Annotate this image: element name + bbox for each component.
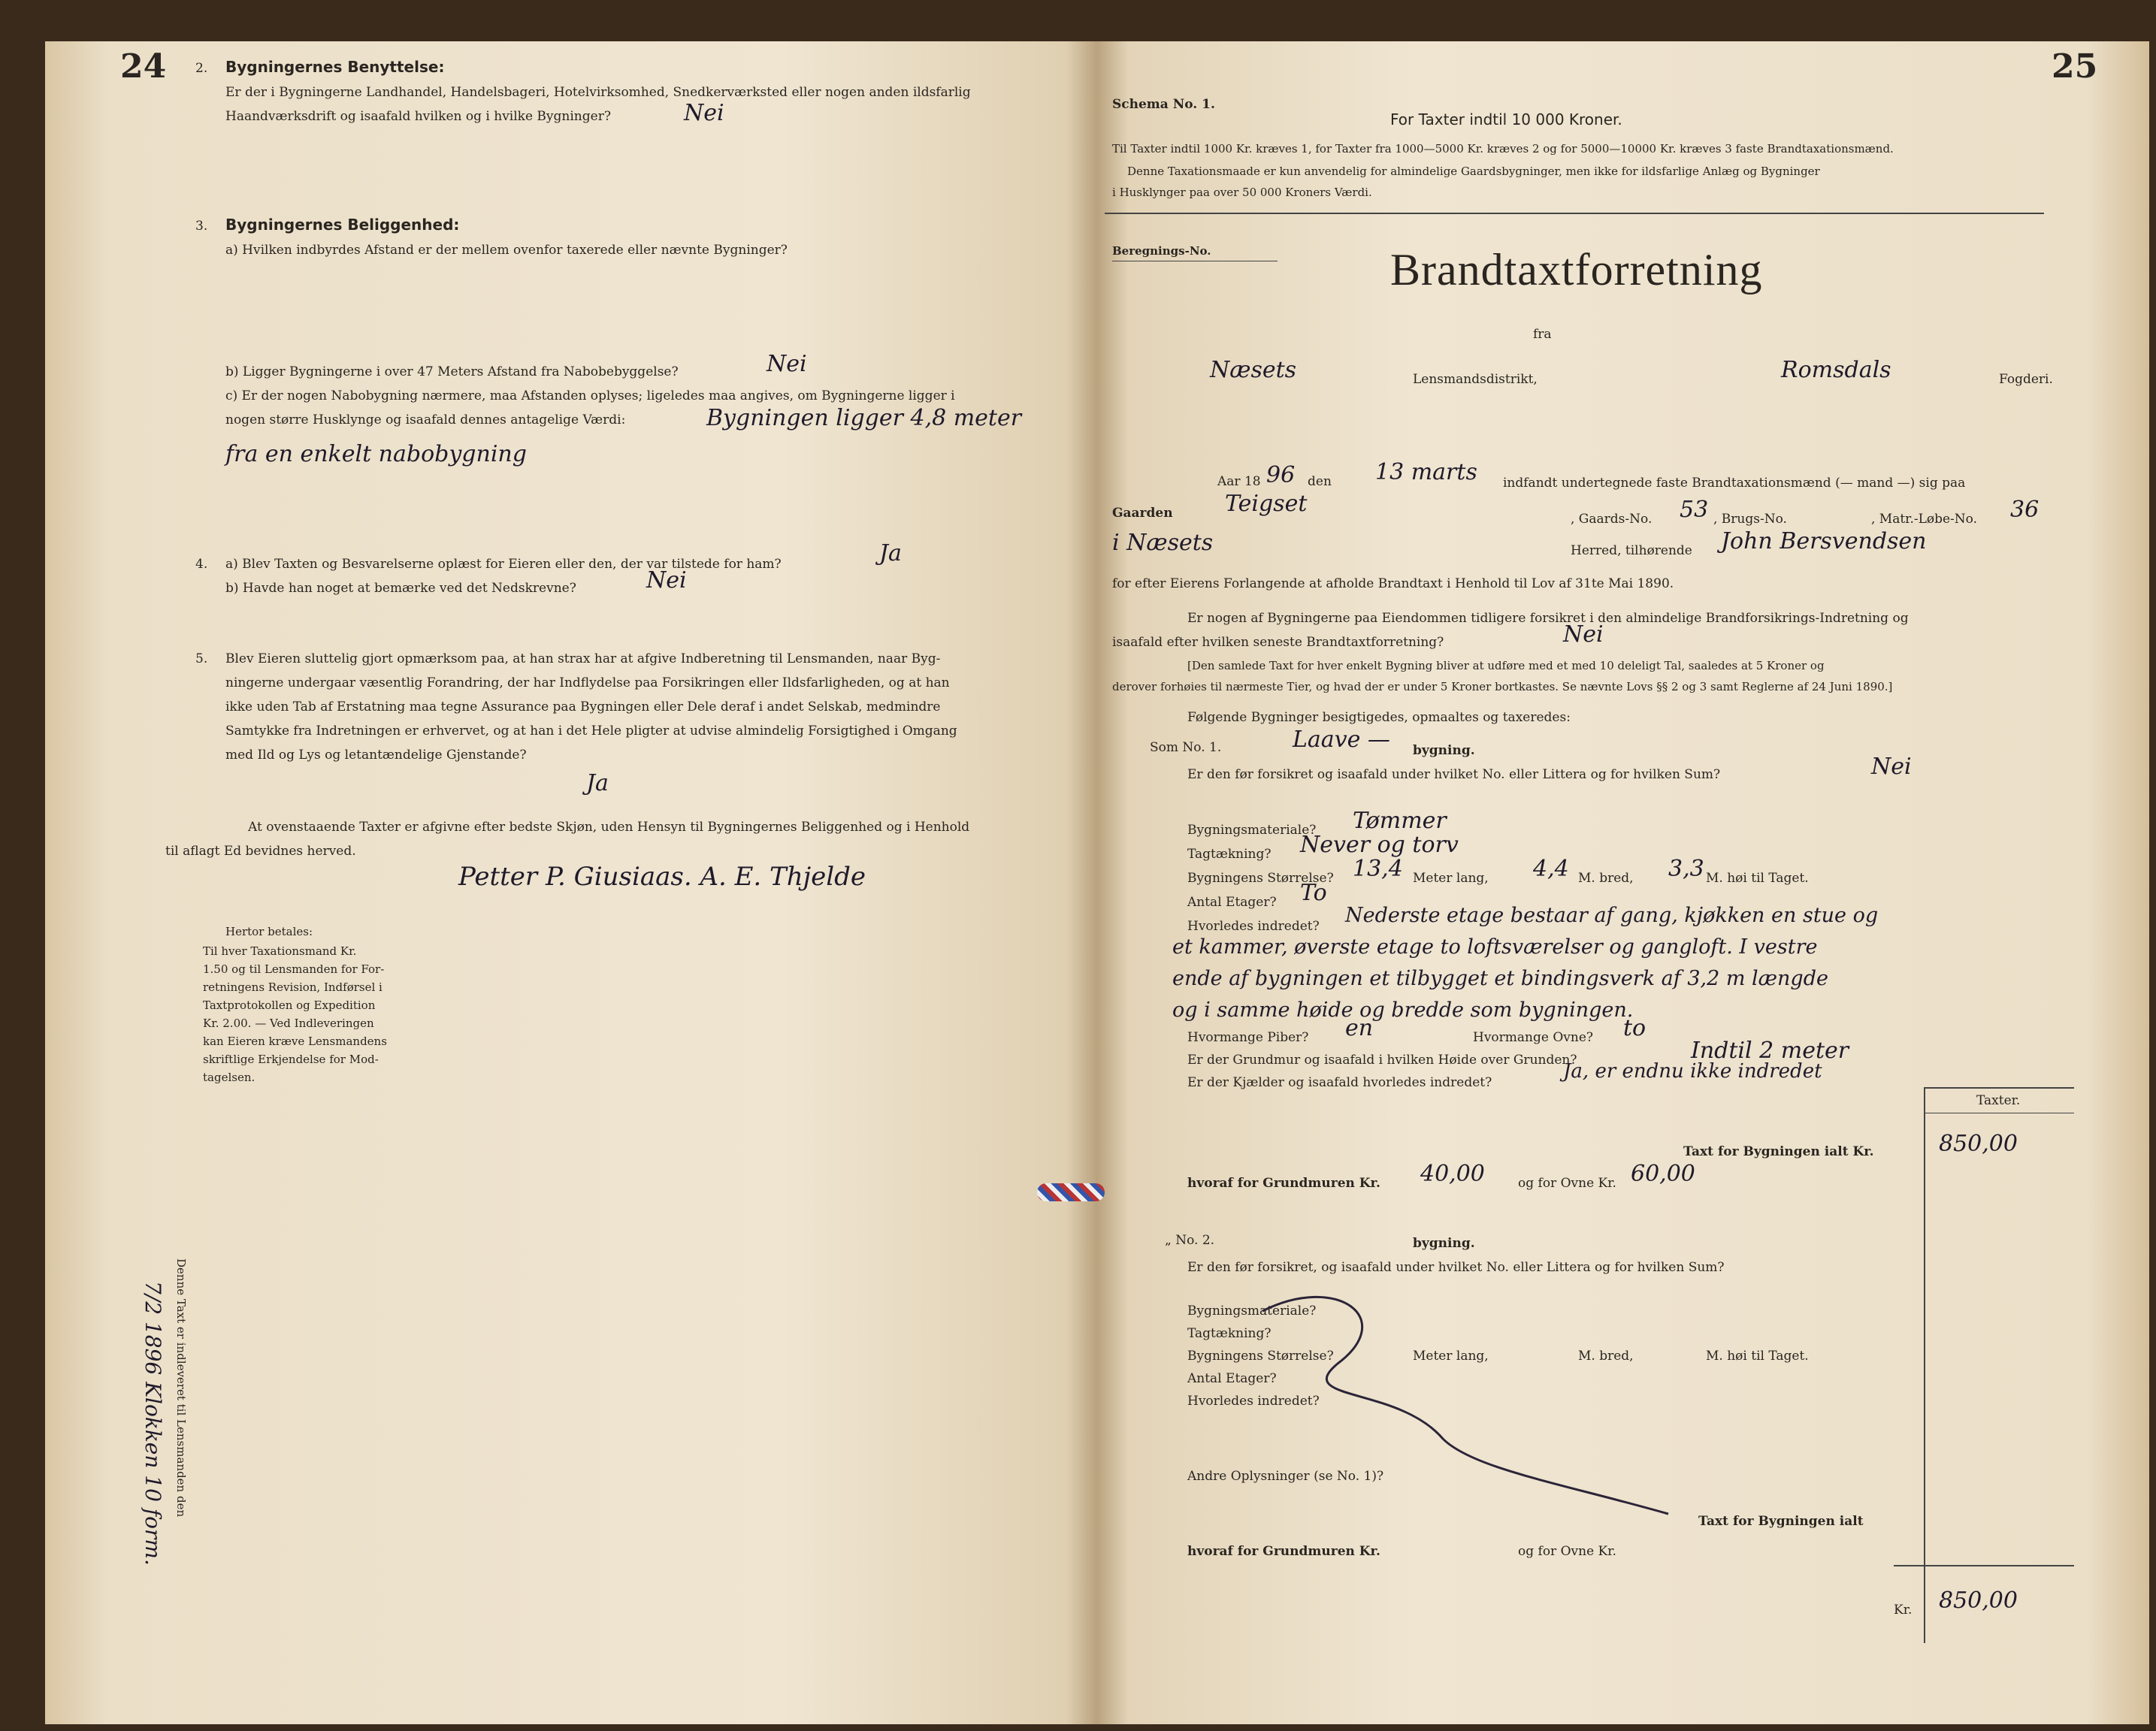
b1-piber-label: Hvormange Piber? (1187, 1030, 1309, 1045)
b1-height-handwritten: 3,3 (1668, 856, 1704, 882)
b2-indret-label: Hvorledes indredet? (1187, 1394, 1320, 1409)
b1-indret-handwritten-4: og i samme høide og bredde som bygningen. (1172, 998, 1634, 1022)
gaards-no-handwritten: 53 (1680, 497, 1709, 523)
cancel-stroke-mark (1247, 1273, 1698, 1544)
taxter-column-rule (1924, 1087, 1925, 1643)
b1-size-label: Bygningens Størrelse? (1187, 871, 1334, 886)
q3b-answer-handwritten: Nei (767, 351, 807, 377)
beregnings-label: Beregnings-No. (1112, 244, 1211, 258)
b1-forsikret-question: Er den før forsikret og isaafald under hvilket No. eller Littera og for hvilken Sum? (1187, 767, 1721, 782)
b1-bygning-label: bygning. (1413, 743, 1475, 758)
gaarden-label: Gaarden (1112, 506, 1173, 521)
b2-hvoraf-label: hvoraf for Grundmuren Kr. (1187, 1544, 1380, 1559)
b1-kjelder-label: Er der Kjælder og isaafald hvorledes indredet? (1187, 1075, 1492, 1090)
andre-oplysninger-label: Andre Oplysninger (se No. 1)? (1187, 1469, 1384, 1484)
q3-title: Bygningernes Beliggenhed: (225, 216, 460, 234)
b2-height-label: M. høi til Taget. (1706, 1349, 1809, 1364)
b1-grundmur-handwritten: Indtil 2 meter (1691, 1038, 1849, 1064)
b2-etager-label: Antal Etager? (1187, 1371, 1277, 1386)
q3c-line-2: nogen større Husklynge og isaafald dennes antagelige Værdi: (225, 412, 626, 427)
b1-taxt-handwritten: 850,00 (1939, 1131, 2018, 1157)
q5-line-1: Blev Eieren sluttelig gjort opmærksom paa, at han strax har at afgive Indberetning til Lensmanden, naar Byg- (225, 651, 941, 666)
schema-title: For Taxter indtil 10 000 Kroner. (1390, 110, 1622, 128)
q4-number: 4. (195, 557, 208, 572)
q4a-answer-handwritten: Ja (879, 540, 902, 566)
b2-length-label: Meter lang, (1413, 1349, 1489, 1364)
date-handwritten: 13 marts (1375, 459, 1477, 485)
aar-handwritten: 96 (1266, 462, 1296, 488)
b1-length-label: Meter lang, (1413, 871, 1489, 886)
gaarden-handwritten: Teigset (1225, 491, 1308, 517)
b1-hvoraf-label: hvoraf for Grundmuren Kr. (1187, 1176, 1380, 1191)
b2-ovne-kr-label: og for Ovne Kr. (1518, 1544, 1616, 1559)
b1-material-label: Bygningsmateriale? (1187, 823, 1317, 838)
fees-title: Hertor betales: (225, 925, 313, 938)
note-line-1: [Den samlede Taxt for hver enkelt Bygning bliver at udføre med et med 10 deleligt Tal, saaledes at 5 Kroner og (1187, 659, 1825, 672)
forsikret-answer-handwritten: Nei (1563, 621, 1604, 648)
b1-ovne-kr-handwritten: 60,00 (1631, 1161, 1695, 1187)
b2-taxt-label: Taxt for Bygningen ialt (1698, 1514, 1864, 1529)
b1-length-handwritten: 13,4 (1353, 856, 1403, 882)
schema-rule-2: Denne Taxationsmaade er kun anvendelig for almindelige Gaardsbygninger, men ikke for ildsfarlige Anlæg og Bygninger (1127, 165, 1820, 178)
district-label: Lensmandsdistrikt, (1413, 372, 1538, 387)
fees-line-2: 1.50 og til Lensmanden for For- (203, 962, 385, 976)
page-number-right: 25 (2052, 47, 2098, 86)
ledger-book (45, 41, 2149, 1724)
b1-kjelder-handwritten: Ja, er endnu ikke indredet (1563, 1060, 1822, 1083)
q2-line-2: Haandværksdrift og isaafald hvilken og i hvilke Bygninger? (225, 109, 611, 124)
b1-width-label: M. bred, (1578, 871, 1634, 886)
right-page (1097, 41, 2149, 1724)
b1-width-handwritten: 4,4 (1533, 856, 1569, 882)
b2-bygning-label: bygning. (1413, 1236, 1475, 1251)
brugs-no-label: , Brugs-No. (1713, 512, 1787, 527)
schema-rule-3: i Husklynger paa over 50 000 Kroners Værdi. (1112, 186, 1372, 199)
folgende-text: Følgende Bygninger besigtigedes, opmaaltes og taxeredes: (1187, 710, 1571, 725)
b1-indret-handwritten-2: et kammer, øverste etage to loftsværelser og gangloft. I vestre (1172, 935, 1818, 959)
q2-line-1: Er der i Bygningerne Landhandel, Handelsbageri, Hotelvirksomhed, Snedkerværksted eller nogen anden ildsfarlig (225, 85, 971, 100)
total-handwritten: 850,00 (1939, 1588, 2018, 1614)
q5-line-2: ningerne undergaar væsentlig Forandring, der har Indflydelse paa Forsikringen eller Ildsfarligheden, og at han (225, 675, 950, 690)
q5-line-3: ikke uden Tab af Erstatning maa tegne Assurance paa Bygningen eller Dele deraf i andet Selskab, medmindre (225, 699, 941, 714)
schema-label: Schema No. 1. (1112, 97, 1215, 112)
b2-width-label: M. bred, (1578, 1349, 1634, 1364)
q4b-answer-handwritten: Nei (646, 567, 687, 594)
indfandt-text: indfandt undertegnede faste Brandtaxationsmænd (— mand —) sig paa (1503, 476, 1966, 491)
schema-rule-1: Til Taxter indtil 1000 Kr. kræves 1, for Taxter fra 1000—5000 Kr. kræves 2 og for 5000—10000 Kr. kræves 3 faste Brandtaxationsmænd. (1112, 142, 1894, 156)
b2-som-label: „ No. 2. (1165, 1233, 1215, 1248)
q3b-question: b) Ligger Bygningerne i over 47 Meters Afstand fra Nabobebyggelse? (225, 364, 679, 379)
fees-line-5: Kr. 2.00. — Ved Indleveringen (203, 1017, 374, 1030)
den-label: den (1308, 474, 1332, 489)
forlangende-text: for efter Eierens Forlangende at afholde Brandtaxt i Henhold til Lov af 31te Mai 1890. (1112, 576, 1674, 591)
b1-indret-handwritten-3: ende af bygningen et tilbygget et bindingsverk af 3,2 m længde (1172, 967, 1828, 990)
vertical-delivery-date-handwritten: 7/2 1896 Klokken 10 form. (141, 1281, 165, 1566)
matr-label: , Matr.-Løbe-No. (1871, 512, 1978, 527)
oath-line-2: til aflagt Ed bevidnes herved. (165, 844, 356, 859)
b1-grundmur-label: Er der Grundmur og isaafald i hvilken Høide over Grunden? (1187, 1053, 1577, 1068)
b1-tag-label: Tagtækning? (1187, 847, 1272, 862)
forsikret-line-1: Er nogen af Bygningerne paa Eiendommen tidligere forsikret i den almindelige Brandforsikrings-Indretning og (1187, 611, 1909, 626)
left-page (45, 41, 1097, 1724)
b1-piber-handwritten: en (1345, 1015, 1374, 1041)
matr-handwritten: 36 (2010, 497, 2040, 523)
b1-etager-label: Antal Etager? (1187, 895, 1277, 910)
header-rule (1105, 213, 2044, 214)
b1-material-handwritten: Tømmer (1353, 808, 1447, 834)
b1-grundmur-kr-handwritten: 40,00 (1420, 1161, 1485, 1187)
q5-answer-handwritten: Ja (586, 770, 609, 796)
q4a-question: a) Blev Taxten og Besvarelserne oplæst for Eieren eller den, der var tilstede for ham? (225, 557, 782, 572)
b2-material-label: Bygningsmateriale? (1187, 1304, 1317, 1319)
herred-handwritten: i Næsets (1112, 530, 1214, 556)
fogderi-handwritten: Romsdals (1781, 357, 1891, 383)
q3c-line-1: c) Er der nogen Nabobygning nærmere, maa Afstanden oplyses; ligeledes maa angives, om Bygningerne ligger i (225, 388, 955, 403)
fees-line-6: kan Eieren kræve Lensmandens (203, 1035, 387, 1048)
q5-line-5: med Ild og Lys og letantændelige Gjenstande? (225, 748, 527, 763)
total-kr-label: Kr. (1894, 1603, 1913, 1618)
herred-label: Herred, tilhørende (1571, 543, 1692, 558)
q3a-question: a) Hvilken indbyrdes Afstand er der mellem ovenfor taxerede eller nævnte Bygninger? (225, 243, 788, 258)
district-handwritten: Næsets (1210, 357, 1297, 383)
fees-line-4: Taxtprotokollen og Expedition (203, 998, 376, 1012)
b1-ovne-label: Hvormange Ovne? (1473, 1030, 1594, 1045)
b1-taxt-label: Taxt for Bygningen ialt Kr. (1683, 1144, 1874, 1159)
vertical-delivery-note: Denne Taxt er indleveret til Lensmanden den (174, 1258, 188, 1518)
b1-height-label: M. høi til Taget. (1706, 871, 1809, 886)
q2-answer-handwritten: Nei (684, 100, 724, 126)
q3c-answer-1-handwritten: Bygningen ligger 4,8 meter (706, 405, 1022, 431)
forsikret-line-2: isaafald efter hvilken seneste Brandtaxtforretning? (1112, 635, 1444, 650)
note-line-2: derover forhøies til nærmeste Tier, og hvad der er under 5 Kroner bortkastes. Se nævnte Lovs §§ 2 og 3 samt Reglerne af 24 Juni 1890.] (1112, 680, 1893, 693)
b1-ovne-handwritten: to (1623, 1015, 1646, 1041)
b1-indret-label: Hvorledes indredet? (1187, 919, 1320, 934)
b1-som-label: Som No. 1. (1150, 740, 1222, 755)
owner-handwritten: John Bersvendsen (1721, 528, 1927, 554)
fees-line-7: skriftlige Erkjendelse for Mod- (203, 1053, 379, 1066)
b2-forsikret-question: Er den før forsikret, og isaafald under hvilket No. eller Littera og for hvilken Sum? (1187, 1260, 1725, 1275)
oath-line-1: At ovenstaaende Taxter er afgivne efter bedste Skjøn, uden Hensyn til Bygningernes Beliggenhed og i Henhold (248, 820, 970, 835)
q2-number: 2. (195, 61, 208, 76)
q3c-answer-2-handwritten: fra en enkelt nabobygning (225, 441, 527, 467)
taxter-header: Taxter. (1976, 1093, 2021, 1108)
b1-ovne-kr-label: og for Ovne Kr. (1518, 1176, 1616, 1191)
signatures-handwritten: Petter P. Giusiaas. A. E. Thjelde (458, 862, 866, 892)
q3-number: 3. (195, 219, 208, 234)
binding-thread (1037, 1183, 1105, 1201)
b2-size-label: Bygningens Størrelse? (1187, 1349, 1334, 1364)
fees-line-3: retningens Revision, Indførsel i (203, 980, 383, 994)
b1-type-handwritten: Laave — (1293, 727, 1390, 753)
aar-label: Aar 18 (1217, 474, 1261, 489)
gaards-no-label: , Gaards-No. (1571, 512, 1653, 527)
b1-etager-handwritten: To (1300, 880, 1327, 906)
fees-line-8: tagelsen. (203, 1071, 256, 1084)
page-number-left: 24 (120, 47, 167, 86)
main-title: Brandtaxtforretning (1390, 245, 1763, 295)
taxter-header-rule (1924, 1087, 2074, 1089)
b1-forsikret-answer-handwritten: Nei (1871, 754, 1912, 780)
fees-line-1: Til hver Taxationsmand Kr. (203, 944, 357, 958)
q2-title: Bygningernes Benyttelse: (225, 58, 445, 76)
fra-label: fra (1533, 327, 1552, 342)
q5-number: 5. (195, 651, 208, 666)
q4b-question: b) Havde han noget at bemærke ved det Nedskrevne? (225, 581, 576, 596)
fogderi-label: Fogderi. (1999, 372, 2053, 387)
b1-tag-handwritten: Never og torv (1300, 832, 1459, 858)
b2-tag-label: Tagtækning? (1187, 1326, 1272, 1341)
b1-indret-handwritten-1: Nederste etage bestaar af gang, kjøkken en stue og (1345, 904, 1879, 927)
total-rule (1894, 1565, 2074, 1566)
q5-line-4: Samtykke fra Indretningen er erhvervet, og at han i det Hele pligter at udvise almindelig Forsigtighed i Omgang (225, 724, 957, 739)
